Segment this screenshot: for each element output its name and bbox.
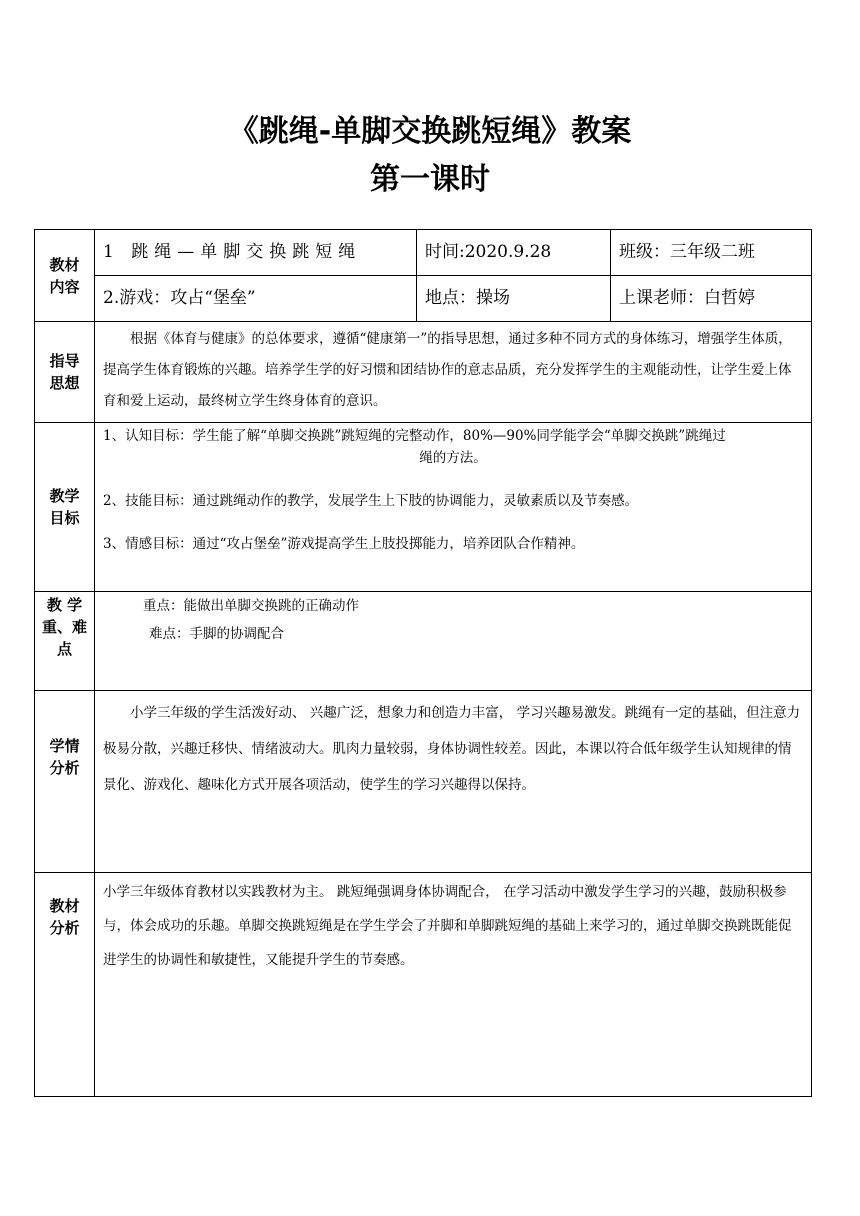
place-cell (417, 276, 611, 322)
keypoints-cell (95, 592, 811, 691)
goal-cognitive-cont: 绳的方法。 (419, 450, 487, 466)
students-header-line2: 分析 (49, 759, 80, 777)
content-item1-cell (95, 230, 417, 276)
key-point: 重点：能做出单脚交换跳的正确动作 (143, 598, 359, 614)
keypoints-header-line3: 点 (56, 640, 72, 658)
goals-header (35, 423, 95, 592)
keypoints-header-line2: 重、难 (41, 618, 87, 636)
guiding-cell (95, 322, 811, 423)
document-title: 《跳绳-单脚交换跳短绳》教案 (228, 114, 632, 149)
guiding-header-line1: 指导 (49, 352, 80, 370)
goal-emotion: 3、情感目标：通过“攻占堡垒”游戏提高学生上肢投掷能力，培养团队合作精神。 (103, 536, 585, 552)
content-header-line1: 教材 (49, 255, 80, 274)
goal-cognitive: 1、认知目标：学生能了解“单脚交换跳”跳短绳的完整动作，80%—90%同学能学会“单脚交换跳”跳绳过 (103, 428, 726, 444)
goals-cell (95, 423, 811, 592)
content-header (35, 230, 95, 322)
material-header (35, 873, 95, 1096)
keypoints-header (35, 592, 95, 691)
material-cell (95, 873, 811, 1096)
content-item1: 1 跳绳—单脚交换跳短绳 (103, 242, 362, 262)
students-cell (95, 691, 811, 873)
goals-header-line2: 目标 (49, 509, 80, 527)
lesson-teacher: 上课老师：白哲婷 (619, 288, 755, 308)
lesson-plan-table (34, 229, 812, 1097)
document-subtitle: 第一课时 (370, 162, 490, 197)
students-header (35, 691, 95, 873)
lesson-place: 地点：操场 (425, 288, 510, 308)
lesson-time: 时间:2020.9.28 (425, 242, 552, 262)
material-header-line2: 分析 (49, 919, 80, 937)
teacher-cell (611, 276, 811, 322)
guiding-text: 根据《体育与健康》的总体要求，遵循“健康第一”的指导思想，通过多种不同方式的身体练习，增强学生体质，提高学生体育锻炼的兴趣。培养学生学的好习惯和团结协作的意志品质，充分发挥学生的主观能动性，让学生爱上体育和爱上运动，最终树立学生终身体育的意识。 (103, 331, 792, 409)
keypoints-header-line1: 教 学 (46, 596, 83, 614)
students-header-line1: 学情 (49, 737, 80, 755)
time-cell (417, 230, 611, 276)
lesson-class: 班级：三年级二班 (619, 242, 755, 262)
difficult-point: 难点：手脚的协调配合 (149, 626, 284, 642)
content-header-line2: 内容 (49, 277, 80, 296)
guiding-header (35, 322, 95, 423)
guiding-header-line2: 思想 (49, 374, 80, 392)
content-item2-cell (95, 276, 417, 322)
material-text: 小学三年级体育教材以实践教材为主。 跳短绳强调身体协调配合， 在学习活动中激发学生学习的兴趣，鼓励积极参与，体会成功的乐趣。单脚交换跳短绳是在学生学会了并脚和单脚跳短绳的基础上来学习的，通过单脚交换跳既能促进学生的协调性和敏捷性，又能提升学生的节奏感。 (103, 884, 792, 968)
goal-skill: 2、技能目标：通过跳绳动作的教学，发展学生上下肢的协调能力，灵敏素质以及节奏感。 (103, 493, 639, 509)
content-item2: 2.游戏：攻占“堡垒” (103, 288, 256, 308)
material-header-line1: 教材 (49, 897, 80, 915)
students-text: 小学三年级的学生活泼好动、 兴趣广泛，想象力和创造力丰富， 学习兴趣易激发。跳绳有一定的基础，但注意力极易分散，兴趣迁移快、情绪波动大。肌肉力量较弱，身体协调性较差。因此，本课以符合低年级学生认知规律的情景化、游戏化、趣味化方式开展各项活动，使学生的学习兴趣得以保持。 (103, 705, 801, 793)
goals-header-line1: 教学 (49, 487, 80, 505)
class-cell (611, 230, 811, 276)
